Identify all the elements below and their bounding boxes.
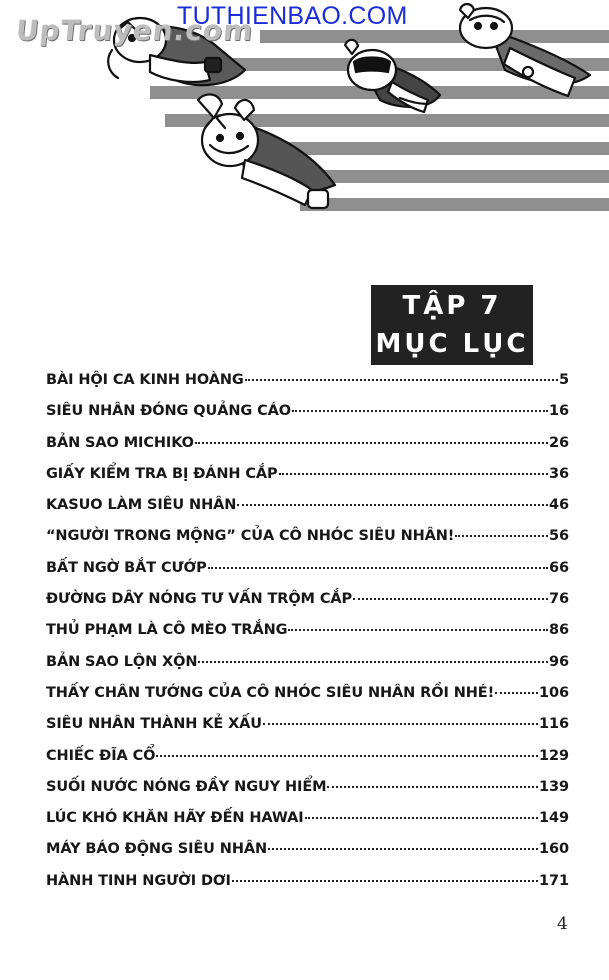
toc-entry-title: LÚC KHÓ KHĂN HÃY ĐẾN HAWAI [46, 810, 304, 827]
toc-entry-title: THẤY CHÂN TƯỚNG CỦA CÔ NHÓC SIÊU NHÂN RỒI NHÉ! [46, 684, 495, 701]
toc-entry[interactable] [46, 779, 569, 810]
toc-entry-page: 16 [549, 403, 569, 420]
toc-entry-page: 66 [549, 559, 569, 576]
toc-entry[interactable] [46, 810, 569, 841]
toc-leader-dots [237, 503, 548, 506]
toc-entry[interactable] [46, 841, 569, 872]
toc-leader-dots [327, 785, 538, 788]
toc-entry[interactable] [46, 435, 569, 466]
toc-entry-page: 129 [539, 747, 569, 764]
toc-entry-title: THỦ PHẠM LÀ CÔ MÈO TRẮNG [46, 622, 288, 639]
toc-entry-title: GIẤY KIỂM TRA BỊ ĐÁNH CẮP [46, 465, 278, 482]
toc-leader-dots [232, 879, 538, 882]
toc-entry-page: 160 [539, 841, 569, 858]
toc-entry-title: MÁY BÁO ĐỘNG SIÊU NHÂN [46, 841, 268, 858]
site-link[interactable]: TUTHIENBAO.COM [177, 2, 408, 30]
toc-leader-dots [353, 597, 548, 600]
toc-entry-page: 106 [539, 684, 569, 701]
toc-entry-page: 139 [539, 778, 569, 795]
toc-entry-title: BẤT NGỜ BẮT CƯỚP [46, 559, 207, 576]
toc-entry[interactable] [46, 372, 569, 403]
toc-entry-title: SIÊU NHÂN THÀNH KẺ XẤU [46, 716, 262, 733]
toc-entry-page: 5 [559, 372, 569, 388]
toc-entry-page: 36 [549, 465, 569, 482]
toc-entry-page: 76 [549, 591, 569, 608]
toc-leader-dots [305, 816, 539, 819]
toc-entry-page: 26 [549, 434, 569, 451]
toc-entry[interactable] [46, 528, 569, 559]
toc-leader-dots [208, 566, 548, 569]
toc-entry-page: 46 [549, 497, 569, 514]
toc-entry-title: BÀI HỘI CA KINH HOÀNG [46, 372, 244, 388]
toc-entry-title: “NGƯỜI TRONG MỘNG” CỦA CÔ NHÓC SIÊU NHÂN! [46, 528, 455, 545]
toc-entry[interactable] [46, 716, 569, 747]
toc-leader-dots [195, 441, 548, 444]
toc-entry-title: SUỐI NƯỚC NÓNG ĐẦY NGUY HIỂM [46, 778, 327, 795]
toc-leader-dots [455, 534, 548, 537]
toc-entry-page: 56 [549, 528, 569, 545]
toc-entry-title: BẢN SAO MICHIKO [46, 434, 194, 451]
toc-leader-dots [292, 409, 548, 412]
contents-title: MỤC LỤC [375, 329, 529, 359]
toc-leader-dots [495, 691, 538, 694]
toc-entry[interactable] [46, 685, 569, 716]
toc-entry-page: 171 [539, 872, 569, 889]
toc-entry-title: SIÊU NHÂN ĐÓNG QUẢNG CÁO [46, 403, 291, 420]
toc-entry-title: HÀNH TINH NGƯỜI DƠI [46, 872, 231, 889]
toc-entry-title: KASUO LÀM SIÊU NHÂN [46, 497, 237, 514]
page-number: 4 [557, 914, 568, 934]
toc-entry[interactable] [46, 654, 569, 685]
toc-entry[interactable] [46, 748, 569, 779]
table-of-contents [46, 372, 569, 904]
toc-leader-dots [288, 628, 548, 631]
toc-leader-dots [279, 472, 548, 475]
toc-entry-title: BẢN SAO LỘN XỘN [46, 653, 198, 670]
toc-leader-dots [198, 660, 548, 663]
toc-entry[interactable] [46, 497, 569, 528]
toc-entry[interactable] [46, 591, 569, 622]
toc-entry-page: 116 [539, 716, 569, 733]
watermark-text: UpTruyen.com [14, 14, 256, 47]
toc-entry-title: CHIẾC ĐĨA CỔ [46, 747, 156, 764]
toc-entry[interactable] [46, 403, 569, 434]
toc-entry-page: 149 [539, 810, 569, 827]
toc-leader-dots [268, 847, 538, 850]
contents-heading [371, 285, 533, 365]
volume-title: TẬP 7 [402, 291, 502, 321]
toc-entry-page: 86 [549, 622, 569, 639]
toc-leader-dots [156, 754, 538, 757]
toc-entry[interactable] [46, 560, 569, 591]
toc-entry[interactable] [46, 622, 569, 653]
toc-leader-dots [263, 722, 538, 725]
toc-leader-dots [245, 378, 558, 381]
toc-entry[interactable] [46, 873, 569, 904]
toc-entry-page: 96 [549, 653, 569, 670]
toc-entry-title: ĐƯỜNG DÂY NÓNG TƯ VẤN TRỘM CẮP [46, 591, 353, 608]
toc-entry[interactable] [46, 466, 569, 497]
